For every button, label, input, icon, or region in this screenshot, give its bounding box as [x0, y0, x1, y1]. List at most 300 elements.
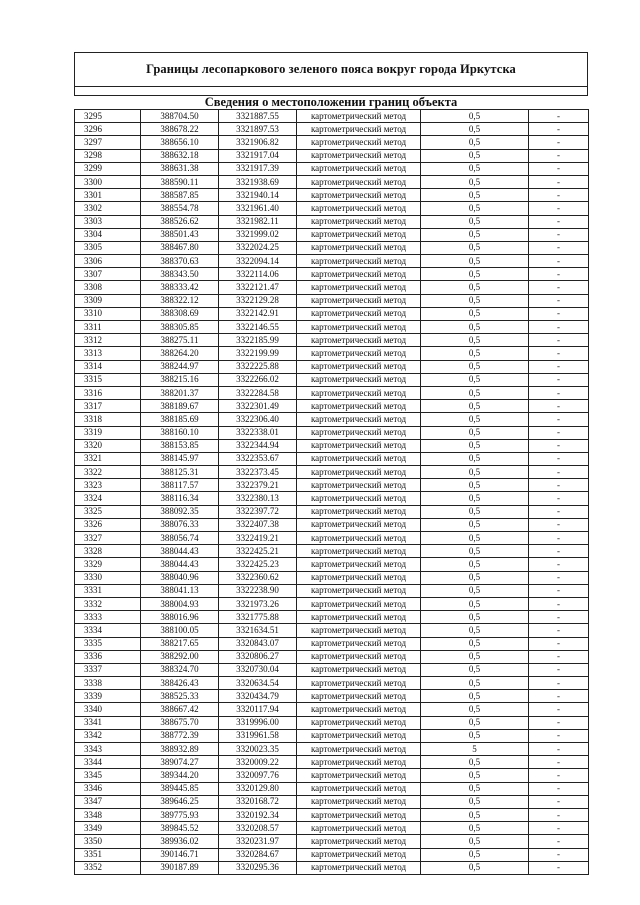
- cell-point-number: 3347: [75, 795, 141, 808]
- cell-description: -: [529, 716, 589, 729]
- cell-accuracy: 0,5: [421, 136, 529, 149]
- cell-point-number: 3336: [75, 650, 141, 663]
- table-row: [75, 492, 589, 505]
- table-row: [75, 637, 589, 650]
- cell-accuracy: 0,5: [421, 848, 529, 861]
- cell-point-number: 3312: [75, 334, 141, 347]
- cell-accuracy: 0,5: [421, 386, 529, 399]
- cell-x-coordinate: 388426.43: [141, 677, 219, 690]
- cell-y-coordinate: 3319996.00: [219, 716, 297, 729]
- cell-method: картометрический метод: [297, 861, 421, 874]
- cell-method: картометрический метод: [297, 110, 421, 123]
- cell-method: картометрический метод: [297, 690, 421, 703]
- cell-x-coordinate: 388040.96: [141, 571, 219, 584]
- cell-y-coordinate: 3322419.21: [219, 532, 297, 545]
- cell-method: картометрический метод: [297, 835, 421, 848]
- cell-x-coordinate: 388275.11: [141, 334, 219, 347]
- cell-x-coordinate: 388678.22: [141, 123, 219, 136]
- cell-method: картометрический метод: [297, 597, 421, 610]
- cell-accuracy: 0,5: [421, 782, 529, 795]
- cell-y-coordinate: 3322301.49: [219, 400, 297, 413]
- cell-x-coordinate: 390146.71: [141, 848, 219, 861]
- cell-y-coordinate: 3322338.01: [219, 426, 297, 439]
- cell-method: картометрический метод: [297, 479, 421, 492]
- table-row: [75, 663, 589, 676]
- cell-description: -: [529, 703, 589, 716]
- cell-accuracy: 0,5: [421, 255, 529, 268]
- cell-y-coordinate: 3320634.54: [219, 677, 297, 690]
- cell-y-coordinate: 3322373.45: [219, 466, 297, 479]
- cell-point-number: 3340: [75, 703, 141, 716]
- cell-accuracy: 0,5: [421, 360, 529, 373]
- cell-x-coordinate: 388554.78: [141, 202, 219, 215]
- cell-accuracy: 0,5: [421, 835, 529, 848]
- title-box: [74, 52, 588, 86]
- cell-method: картометрический метод: [297, 611, 421, 624]
- cell-point-number: 3322: [75, 466, 141, 479]
- cell-accuracy: 0,5: [421, 215, 529, 228]
- cell-description: -: [529, 492, 589, 505]
- cell-y-coordinate: 3322199.99: [219, 347, 297, 360]
- table-row: [75, 202, 589, 215]
- cell-y-coordinate: 3322094.14: [219, 255, 297, 268]
- cell-x-coordinate: 388324.70: [141, 663, 219, 676]
- cell-method: картометрический метод: [297, 492, 421, 505]
- cell-description: -: [529, 347, 589, 360]
- cell-x-coordinate: 389845.52: [141, 822, 219, 835]
- cell-description: -: [529, 756, 589, 769]
- cell-x-coordinate: 388631.38: [141, 162, 219, 175]
- table-row: [75, 255, 589, 268]
- table-row: [75, 162, 589, 175]
- cell-y-coordinate: 3320117.94: [219, 703, 297, 716]
- cell-accuracy: 0,5: [421, 690, 529, 703]
- cell-method: картометрический метод: [297, 584, 421, 597]
- cell-point-number: 3310: [75, 307, 141, 320]
- cell-method: картометрический метод: [297, 373, 421, 386]
- table-row: [75, 545, 589, 558]
- cell-y-coordinate: 3320730.04: [219, 663, 297, 676]
- cell-description: -: [529, 677, 589, 690]
- cell-accuracy: 0,5: [421, 466, 529, 479]
- cell-x-coordinate: 388117.57: [141, 479, 219, 492]
- cell-point-number: 3348: [75, 808, 141, 821]
- cell-point-number: 3300: [75, 175, 141, 188]
- cell-point-number: 3307: [75, 268, 141, 281]
- table-row: [75, 624, 589, 637]
- cell-x-coordinate: 388145.97: [141, 452, 219, 465]
- cell-y-coordinate: 3322121.47: [219, 281, 297, 294]
- cell-x-coordinate: 388292.00: [141, 650, 219, 663]
- cell-description: -: [529, 795, 589, 808]
- cell-description: -: [529, 663, 589, 676]
- table-row: [75, 294, 589, 307]
- cell-point-number: 3337: [75, 663, 141, 676]
- cell-point-number: 3324: [75, 492, 141, 505]
- cell-point-number: 3309: [75, 294, 141, 307]
- cell-point-number: 3306: [75, 255, 141, 268]
- cell-description: -: [529, 136, 589, 149]
- cell-point-number: 3302: [75, 202, 141, 215]
- cell-y-coordinate: 3322360.62: [219, 571, 297, 584]
- cell-point-number: 3330: [75, 571, 141, 584]
- cell-x-coordinate: 388041.13: [141, 584, 219, 597]
- cell-method: картометрический метод: [297, 228, 421, 241]
- cell-method: картометрический метод: [297, 175, 421, 188]
- table-row: [75, 334, 589, 347]
- cell-y-coordinate: 3321982.11: [219, 215, 297, 228]
- cell-y-coordinate: 3321961.40: [219, 202, 297, 215]
- cell-accuracy: 0,5: [421, 756, 529, 769]
- cell-point-number: 3323: [75, 479, 141, 492]
- cell-y-coordinate: 3320009.22: [219, 756, 297, 769]
- cell-accuracy: 5: [421, 743, 529, 756]
- cell-description: -: [529, 782, 589, 795]
- cell-description: -: [529, 386, 589, 399]
- table-row: [75, 189, 589, 202]
- cell-method: картометрический метод: [297, 360, 421, 373]
- cell-point-number: 3295: [75, 110, 141, 123]
- cell-description: -: [529, 637, 589, 650]
- cell-description: -: [529, 123, 589, 136]
- table-row: [75, 597, 589, 610]
- cell-description: -: [529, 835, 589, 848]
- table-row: [75, 228, 589, 241]
- cell-method: картометрический метод: [297, 413, 421, 426]
- coordinates-table-body: [75, 110, 589, 875]
- cell-method: картометрический метод: [297, 241, 421, 254]
- cell-y-coordinate: 3321999.02: [219, 228, 297, 241]
- table-row: [75, 347, 589, 360]
- cell-method: картометрический метод: [297, 400, 421, 413]
- cell-accuracy: 0,5: [421, 347, 529, 360]
- cell-description: -: [529, 597, 589, 610]
- cell-point-number: 3311: [75, 321, 141, 334]
- table-row: [75, 452, 589, 465]
- cell-method: картометрический метод: [297, 334, 421, 347]
- cell-x-coordinate: 388125.31: [141, 466, 219, 479]
- cell-x-coordinate: 388322.12: [141, 294, 219, 307]
- cell-x-coordinate: 389936.02: [141, 835, 219, 848]
- cell-accuracy: 0,5: [421, 439, 529, 452]
- cell-accuracy: 0,5: [421, 703, 529, 716]
- cell-x-coordinate: 388044.43: [141, 545, 219, 558]
- cell-x-coordinate: 388264.20: [141, 347, 219, 360]
- cell-x-coordinate: 389646.25: [141, 795, 219, 808]
- cell-description: -: [529, 149, 589, 162]
- cell-accuracy: 0,5: [421, 769, 529, 782]
- cell-point-number: 3346: [75, 782, 141, 795]
- cell-x-coordinate: 388526.62: [141, 215, 219, 228]
- cell-point-number: 3317: [75, 400, 141, 413]
- cell-x-coordinate: 388215.16: [141, 373, 219, 386]
- cell-point-number: 3344: [75, 756, 141, 769]
- cell-description: -: [529, 175, 589, 188]
- cell-x-coordinate: 388185.69: [141, 413, 219, 426]
- cell-y-coordinate: 3322129.28: [219, 294, 297, 307]
- cell-y-coordinate: 3320231.97: [219, 835, 297, 848]
- cell-x-coordinate: 388525.33: [141, 690, 219, 703]
- table-row: [75, 822, 589, 835]
- cell-y-coordinate: 3322425.23: [219, 558, 297, 571]
- cell-description: -: [529, 373, 589, 386]
- cell-x-coordinate: 388305.85: [141, 321, 219, 334]
- cell-description: -: [529, 452, 589, 465]
- cell-method: картометрический метод: [297, 426, 421, 439]
- cell-accuracy: 0,5: [421, 532, 529, 545]
- cell-description: -: [529, 584, 589, 597]
- cell-description: -: [529, 808, 589, 821]
- cell-accuracy: 0,5: [421, 321, 529, 334]
- cell-x-coordinate: 388675.70: [141, 716, 219, 729]
- cell-x-coordinate: 388656.10: [141, 136, 219, 149]
- cell-accuracy: 0,5: [421, 795, 529, 808]
- cell-description: -: [529, 650, 589, 663]
- cell-y-coordinate: 3320806.27: [219, 650, 297, 663]
- cell-x-coordinate: 388467.80: [141, 241, 219, 254]
- cell-description: -: [529, 228, 589, 241]
- cell-method: картометрический метод: [297, 677, 421, 690]
- cell-x-coordinate: 388044.43: [141, 558, 219, 571]
- cell-description: -: [529, 307, 589, 320]
- cell-method: картометрический метод: [297, 624, 421, 637]
- cell-description: -: [529, 255, 589, 268]
- table-row: [75, 360, 589, 373]
- cell-x-coordinate: 388076.33: [141, 518, 219, 531]
- cell-accuracy: 0,5: [421, 307, 529, 320]
- table-row: [75, 650, 589, 663]
- cell-description: -: [529, 110, 589, 123]
- cell-accuracy: 0,5: [421, 558, 529, 571]
- cell-point-number: 3335: [75, 637, 141, 650]
- cell-y-coordinate: 3322142.91: [219, 307, 297, 320]
- cell-point-number: 3332: [75, 597, 141, 610]
- cell-accuracy: 0,5: [421, 281, 529, 294]
- cell-description: -: [529, 532, 589, 545]
- cell-y-coordinate: 3321897.53: [219, 123, 297, 136]
- cell-x-coordinate: 388160.10: [141, 426, 219, 439]
- cell-y-coordinate: 3322146.55: [219, 321, 297, 334]
- table-row: [75, 571, 589, 584]
- cell-method: картометрический метод: [297, 518, 421, 531]
- table-row: [75, 149, 589, 162]
- cell-accuracy: 0,5: [421, 861, 529, 874]
- cell-description: -: [529, 545, 589, 558]
- cell-accuracy: 0,5: [421, 202, 529, 215]
- cell-description: -: [529, 861, 589, 874]
- table-row: [75, 558, 589, 571]
- cell-x-coordinate: 388092.35: [141, 505, 219, 518]
- cell-description: -: [529, 743, 589, 756]
- cell-method: картометрический метод: [297, 505, 421, 518]
- cell-method: картометрический метод: [297, 545, 421, 558]
- cell-description: -: [529, 321, 589, 334]
- cell-accuracy: 0,5: [421, 241, 529, 254]
- cell-method: картометрический метод: [297, 202, 421, 215]
- cell-method: картометрический метод: [297, 215, 421, 228]
- cell-point-number: 3345: [75, 769, 141, 782]
- cell-x-coordinate: 388153.85: [141, 439, 219, 452]
- cell-point-number: 3326: [75, 518, 141, 531]
- cell-accuracy: 0,5: [421, 584, 529, 597]
- cell-point-number: 3334: [75, 624, 141, 637]
- table-row: [75, 743, 589, 756]
- cell-method: картометрический метод: [297, 321, 421, 334]
- cell-description: -: [529, 281, 589, 294]
- cell-description: -: [529, 162, 589, 175]
- table-row: [75, 321, 589, 334]
- cell-point-number: 3350: [75, 835, 141, 848]
- cell-y-coordinate: 3322225.88: [219, 360, 297, 373]
- cell-accuracy: 0,5: [421, 426, 529, 439]
- cell-point-number: 3320: [75, 439, 141, 452]
- cell-point-number: 3299: [75, 162, 141, 175]
- cell-description: -: [529, 334, 589, 347]
- table-row: [75, 307, 589, 320]
- cell-accuracy: 0,5: [421, 729, 529, 742]
- cell-x-coordinate: 389344.20: [141, 769, 219, 782]
- cell-point-number: 3314: [75, 360, 141, 373]
- table-row: [75, 479, 589, 492]
- table-row: [75, 518, 589, 531]
- cell-x-coordinate: 388217.65: [141, 637, 219, 650]
- cell-x-coordinate: 388201.37: [141, 386, 219, 399]
- cell-method: картометрический метод: [297, 281, 421, 294]
- cell-accuracy: 0,5: [421, 624, 529, 637]
- cell-method: картометрический метод: [297, 452, 421, 465]
- cell-point-number: 3301: [75, 189, 141, 202]
- cell-y-coordinate: 3322344.94: [219, 439, 297, 452]
- cell-method: картометрический метод: [297, 729, 421, 742]
- table-row: [75, 703, 589, 716]
- table-row: [75, 808, 589, 821]
- cell-method: картометрический метод: [297, 822, 421, 835]
- cell-description: -: [529, 466, 589, 479]
- cell-method: картометрический метод: [297, 716, 421, 729]
- cell-x-coordinate: 388370.63: [141, 255, 219, 268]
- cell-y-coordinate: 3320192.34: [219, 808, 297, 821]
- cell-x-coordinate: 388333.42: [141, 281, 219, 294]
- cell-y-coordinate: 3322238.90: [219, 584, 297, 597]
- cell-method: картометрический метод: [297, 532, 421, 545]
- cell-description: -: [529, 294, 589, 307]
- cell-point-number: 3308: [75, 281, 141, 294]
- cell-point-number: 3319: [75, 426, 141, 439]
- cell-x-coordinate: 389074.27: [141, 756, 219, 769]
- table-row: [75, 835, 589, 848]
- cell-accuracy: 0,5: [421, 400, 529, 413]
- cell-method: картометрический метод: [297, 123, 421, 136]
- cell-method: картометрический метод: [297, 782, 421, 795]
- cell-point-number: 3341: [75, 716, 141, 729]
- cell-method: картометрический метод: [297, 703, 421, 716]
- cell-accuracy: 0,5: [421, 505, 529, 518]
- cell-y-coordinate: 3320208.57: [219, 822, 297, 835]
- cell-x-coordinate: 388343.50: [141, 268, 219, 281]
- cell-point-number: 3318: [75, 413, 141, 426]
- document-title: Границы лесопаркового зеленого пояса вокруг города Иркутска: [146, 62, 516, 76]
- cell-accuracy: 0,5: [421, 334, 529, 347]
- table-row: [75, 268, 589, 281]
- cell-method: картометрический метод: [297, 808, 421, 821]
- cell-method: картометрический метод: [297, 650, 421, 663]
- cell-point-number: 3331: [75, 584, 141, 597]
- cell-y-coordinate: 3322380.13: [219, 492, 297, 505]
- cell-y-coordinate: 3320284.67: [219, 848, 297, 861]
- cell-description: -: [529, 690, 589, 703]
- table-row: [75, 241, 589, 254]
- cell-y-coordinate: 3322407.38: [219, 518, 297, 531]
- table-row: [75, 215, 589, 228]
- cell-y-coordinate: 3321634.51: [219, 624, 297, 637]
- cell-point-number: 3327: [75, 532, 141, 545]
- table-row: [75, 716, 589, 729]
- table-row: [75, 175, 589, 188]
- cell-description: -: [529, 189, 589, 202]
- cell-y-coordinate: 3322353.67: [219, 452, 297, 465]
- cell-y-coordinate: 3322379.21: [219, 479, 297, 492]
- table-row: [75, 123, 589, 136]
- table-row: [75, 413, 589, 426]
- cell-accuracy: 0,5: [421, 716, 529, 729]
- cell-accuracy: 0,5: [421, 822, 529, 835]
- cell-description: -: [529, 729, 589, 742]
- cell-y-coordinate: 3321887.55: [219, 110, 297, 123]
- cell-method: картометрический метод: [297, 466, 421, 479]
- cell-y-coordinate: 3321906.82: [219, 136, 297, 149]
- cell-x-coordinate: 388667.42: [141, 703, 219, 716]
- cell-accuracy: 0,5: [421, 650, 529, 663]
- cell-point-number: 3305: [75, 241, 141, 254]
- cell-x-coordinate: 388056.74: [141, 532, 219, 545]
- cell-x-coordinate: 388308.69: [141, 307, 219, 320]
- cell-x-coordinate: 388587.85: [141, 189, 219, 202]
- cell-y-coordinate: 3321938.69: [219, 175, 297, 188]
- cell-x-coordinate: 388016.96: [141, 611, 219, 624]
- table-row: [75, 136, 589, 149]
- table-row: [75, 426, 589, 439]
- table-row: [75, 386, 589, 399]
- cell-accuracy: 0,5: [421, 479, 529, 492]
- cell-description: -: [529, 848, 589, 861]
- cell-accuracy: 0,5: [421, 228, 529, 241]
- table-row: [75, 690, 589, 703]
- table-row: [75, 584, 589, 597]
- cell-x-coordinate: 388704.50: [141, 110, 219, 123]
- cell-y-coordinate: 3319961.58: [219, 729, 297, 742]
- table-row: [75, 439, 589, 452]
- cell-description: -: [529, 822, 589, 835]
- cell-method: картометрический метод: [297, 663, 421, 676]
- cell-point-number: 3333: [75, 611, 141, 624]
- cell-description: -: [529, 518, 589, 531]
- document-sheet: [74, 52, 588, 873]
- cell-method: картометрический метод: [297, 386, 421, 399]
- cell-y-coordinate: 3320295.36: [219, 861, 297, 874]
- cell-point-number: 3321: [75, 452, 141, 465]
- cell-y-coordinate: 3321940.14: [219, 189, 297, 202]
- cell-point-number: 3303: [75, 215, 141, 228]
- cell-accuracy: 0,5: [421, 452, 529, 465]
- cell-method: картометрический метод: [297, 294, 421, 307]
- cell-point-number: 3329: [75, 558, 141, 571]
- cell-accuracy: 0,5: [421, 637, 529, 650]
- cell-x-coordinate: 389445.85: [141, 782, 219, 795]
- table-row: [75, 848, 589, 861]
- cell-method: картометрический метод: [297, 439, 421, 452]
- cell-method: картометрический метод: [297, 637, 421, 650]
- table-row: [75, 400, 589, 413]
